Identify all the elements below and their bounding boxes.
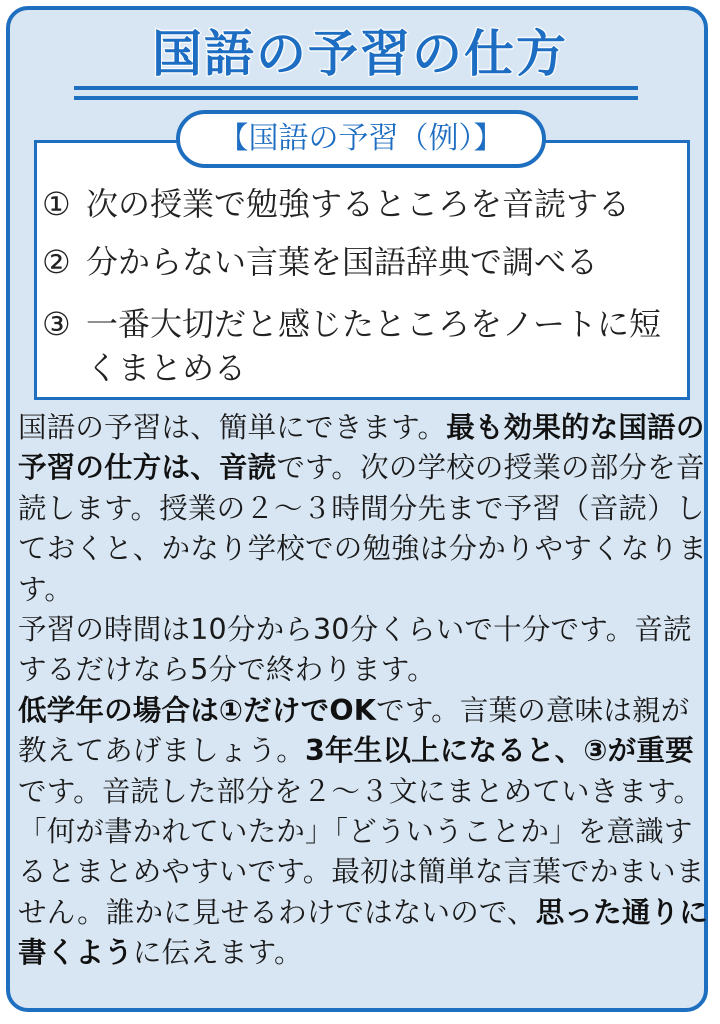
example-step-1 [42, 182, 682, 226]
step-text: 分からない言葉を国語辞典で調べる [86, 243, 599, 281]
emphasis-text: 最も効果的な国語の予習の仕方は、音読 [18, 411, 705, 485]
step-number: ③ [42, 305, 71, 343]
step-number: ① [42, 185, 71, 223]
body-sentence: 国語の予習は、簡単にできます。 [18, 411, 447, 444]
example-step-3 [42, 302, 682, 390]
title-underline [74, 86, 638, 90]
title-underline-2 [74, 96, 638, 100]
body-text [18, 408, 710, 974]
paragraph-1 [18, 408, 710, 610]
example-step-2 [42, 240, 682, 284]
emphasis-text: 3年生以上になると、③が重要 [305, 734, 694, 768]
body-sentence: です。言葉の意味は親が教えてあげましょう。 [18, 693, 690, 768]
step-text: 一番大切だと感じたところをノートに短くまとめる [86, 305, 662, 387]
body-sentence: に伝えます。 [132, 936, 303, 970]
emphasis-text: 思った通りに書くよう [18, 895, 708, 970]
body-sentence: です。次の学校の授業の部分を音読します。授業の２～３時間分先まで予習（音読）しておくと、かなり学校での勉強は分かりやすくなります。 [18, 451, 707, 606]
emphasis-text: 低学年の場合は①だけでOK [18, 693, 377, 727]
page-title: 国語の予習の仕方 [152, 25, 568, 83]
step-number: ② [42, 243, 71, 281]
body-sentence: です。音読した部分を２～３文にまとめていきます。「何が書かれていたか」「どういうことか」を意識するとまとめやすいです。最初は簡単な言葉でかまいません。誰かに見せるわけではないので、 [18, 774, 705, 929]
paragraph-2: 予習の時間は10分から30分くらいで十分です。音読するだけなら5分で終わります。 [18, 613, 692, 687]
paragraph-3 [18, 691, 710, 974]
step-text: 次の授業で勉強するところを音読する [86, 185, 631, 223]
example-label: 【国語の予習（例）】 [176, 110, 546, 168]
